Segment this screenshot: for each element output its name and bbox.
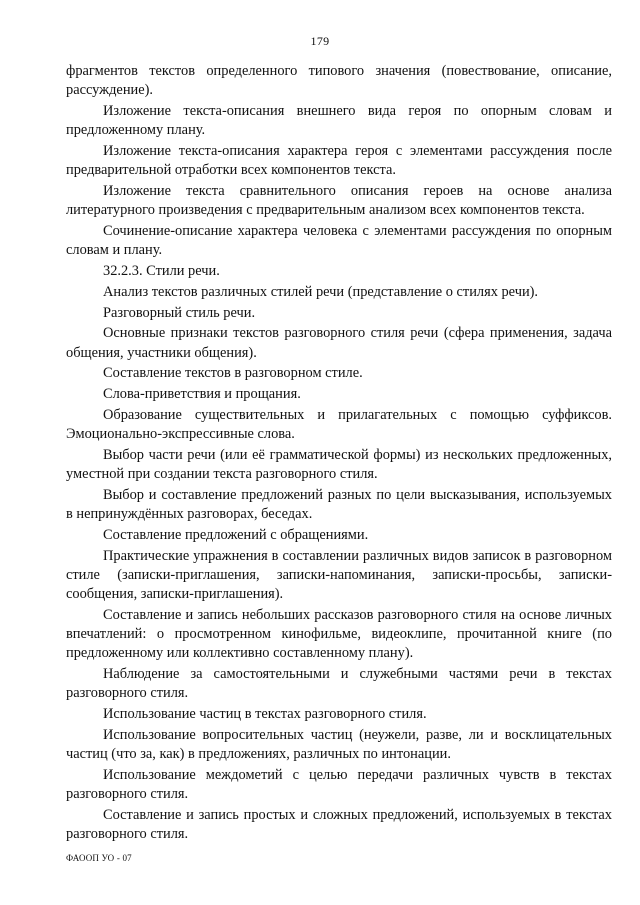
paragraph: Сочинение-описание характера человека с элементами рассуждения по опорным словам и плану. bbox=[66, 223, 612, 259]
paragraph: фрагментов текстов определенного типового значения (повествование, описание, рассуждение). bbox=[66, 63, 612, 99]
paragraph: Изложение текста-описания характера героя с элементами рассуждения после предварительной отработки всех компонентов текста. bbox=[66, 143, 612, 179]
page-number: 179 bbox=[310, 34, 330, 48]
paragraph: Составление предложений с обращениями. bbox=[103, 526, 369, 543]
paragraph: Анализ текстов различных стилей речи (представление о стилях речи). bbox=[103, 283, 539, 300]
paragraph: Наблюдение за самостоятельными и служебными частями речи в текстах разговорного стиля. bbox=[66, 666, 612, 702]
paragraph: Выбор и составление предложений разных по цели высказывания, используемых в непринуждённых разговорах, беседах. bbox=[66, 486, 612, 523]
paragraph: Использование вопросительных частиц (неужели, разве, ли и восклицательных частиц (что за, как) в предложениях, различных по интонации. bbox=[66, 726, 612, 763]
paragraph: Образование существительных и прилагательных с помощью суффиксов. Эмоционально-экспрессивные слова. bbox=[66, 406, 612, 443]
paragraph: Изложение текста-описания внешнего вида героя по опорным словам и предложенному плану. bbox=[66, 103, 612, 139]
paragraph: Выбор части речи (или её грамматической формы) из нескольких предложенных, уместной при создании текста разговорного стиля. bbox=[66, 446, 612, 483]
paragraph: Практические упражнения в составлении различных видов записок в разговорном стиле (записки-приглашения, записки-напоминания, записки-просьбы, записки-сообщения, записки-приглашения). bbox=[66, 547, 612, 603]
paragraph: Изложение текста сравнительного описания героев на основе анализа литературного произведения с предварительным анализом всех компонентов текста. bbox=[66, 183, 612, 219]
paragraph: Разговорный стиль речи. bbox=[103, 304, 256, 321]
paragraph: Составление текстов в разговорном стиле. bbox=[103, 365, 363, 382]
paragraph: Использование частиц в текстах разговорного стиля. bbox=[103, 706, 427, 723]
paragraph: Составление и запись небольших рассказов разговорного стиля на основе личных впечатлений: о просмотренном кинофильме, видеоклипе, прочитанной книге (по предложенному или коллективно составленному плану). bbox=[66, 606, 612, 662]
section-heading: 32.2.3. Стили речи. bbox=[103, 263, 220, 279]
paragraph: Слова-приветствия и прощания. bbox=[103, 386, 301, 403]
paragraph: Использование междометий с целью передачи различных чувств в текстах разговорного стиля. bbox=[66, 766, 612, 803]
footer-code: ФАООП УО - 07 bbox=[66, 853, 132, 863]
paragraph: Составление и запись простых и сложных предложений, используемых в текстах разговорного стиля. bbox=[66, 806, 612, 843]
paragraph: Основные признаки текстов разговорного стиля речи (сфера применения, задача общения, участники общения). bbox=[66, 325, 612, 361]
page-body bbox=[66, 62, 612, 846]
